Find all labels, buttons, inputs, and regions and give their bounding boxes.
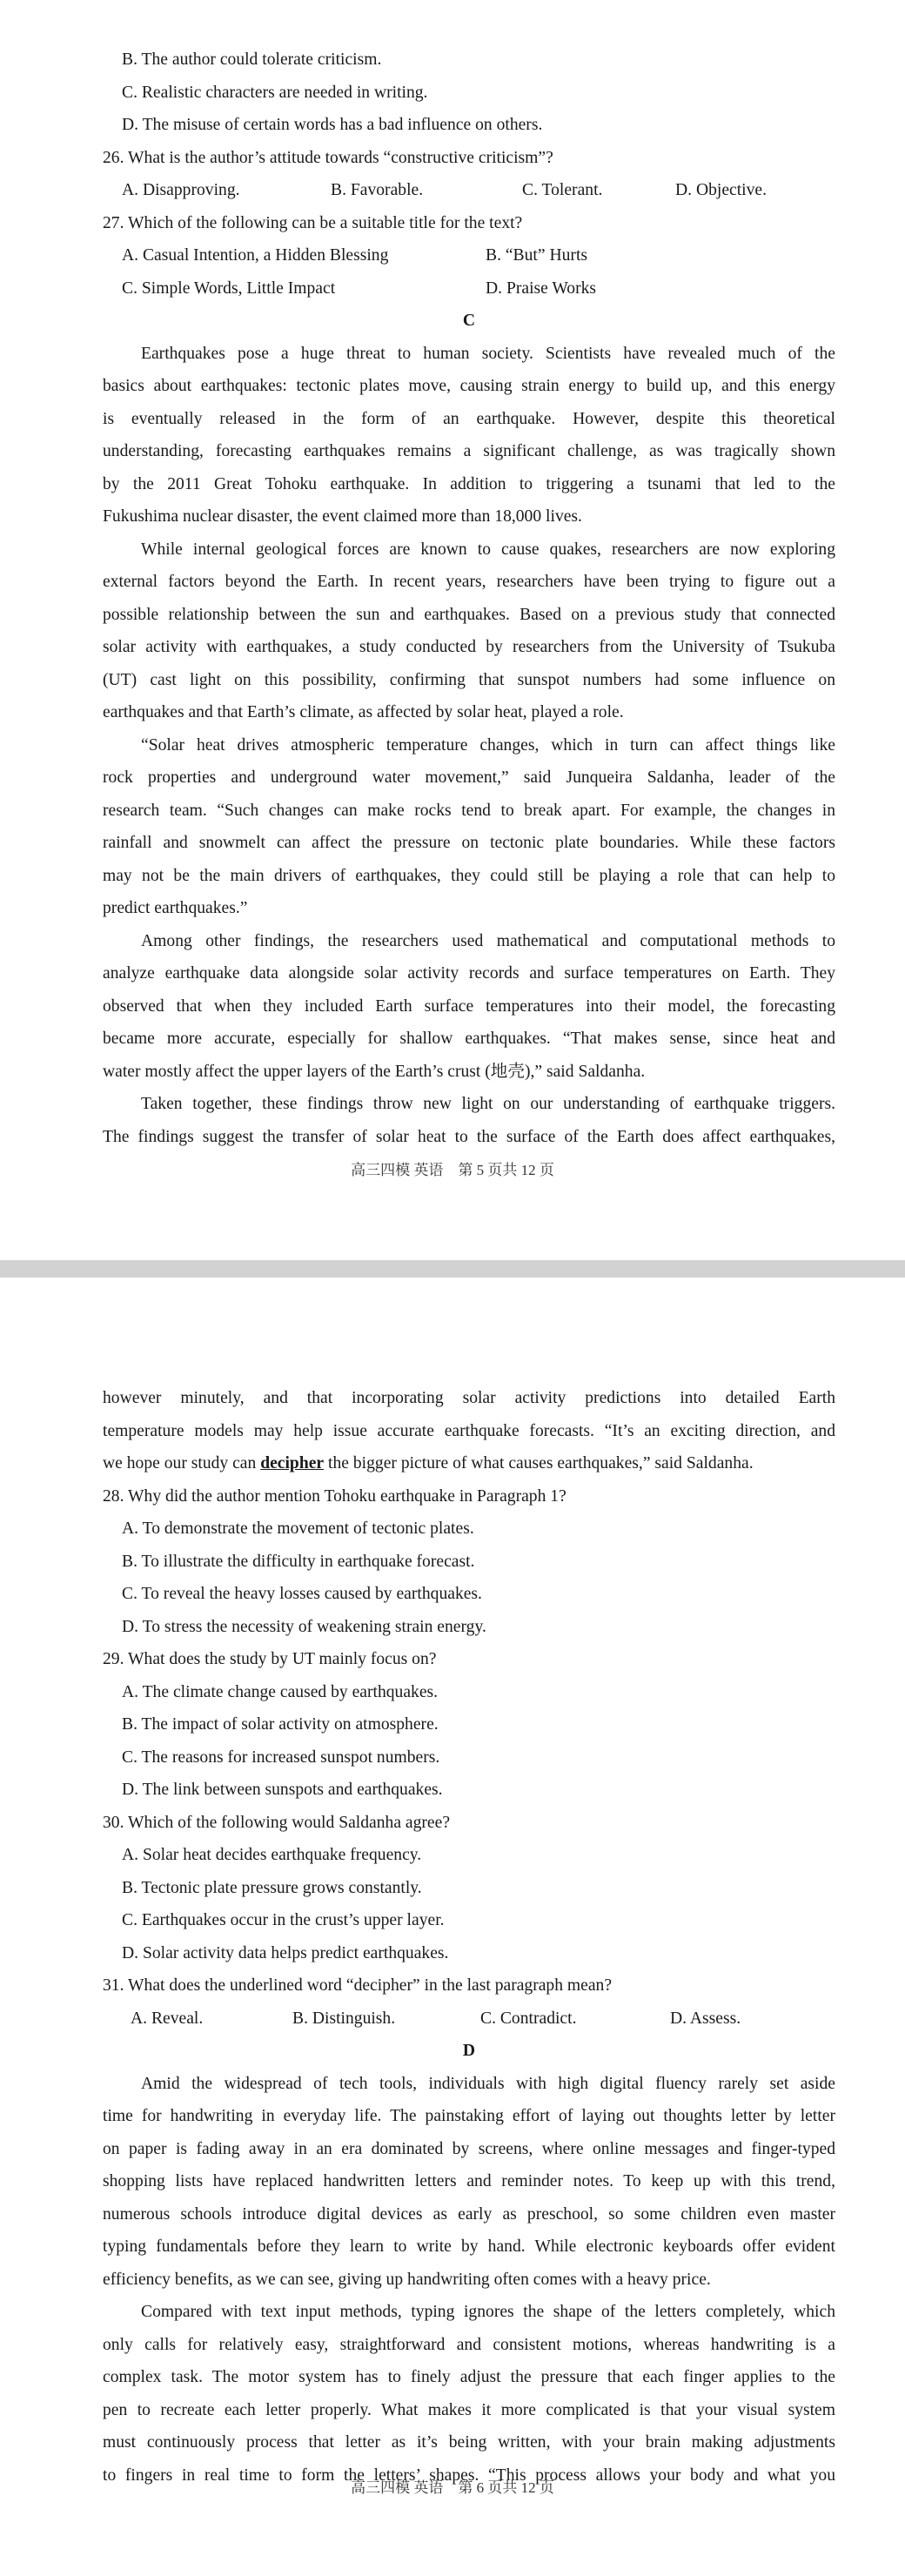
passage-line: “Solar heat drives atmospheric temperature changes, which in turn can affect things like (141, 735, 835, 755)
passage-line: possible relationship between the sun and earthquakes. Based on a previous study that connected (103, 605, 835, 624)
passage-line: rainfall and snowmelt can affect the pressure on tectonic plate boundaries. While these factors (103, 834, 835, 852)
question-27-options-row-2 (103, 272, 835, 305)
passage-line: analyze earthquake data alongside solar activity records and surface temperatures on Earth. They (103, 964, 835, 983)
passage-line: research team. “Such changes can make rocks tend to break apart. For example, the changes in (103, 801, 835, 820)
option-a: A. Casual Intention, a Hidden Blessing (122, 246, 389, 265)
passage-line: time for handwriting in everyday life. The painstaking effort of laying out thoughts letter by letter (103, 2107, 835, 2125)
passage-line: must continuously process that letter as it’s being written, with your brain making adjustments (103, 2433, 835, 2452)
question-26: 26. What is the author’s attitude towards “constructive criticism”? (103, 148, 553, 167)
passage-line: may not be the main drivers of earthquakes, they could still be playing a role that can help to (103, 866, 835, 885)
question-27-options-row-1 (103, 239, 835, 272)
passage-line (103, 1447, 835, 1480)
page-6-content (103, 1382, 835, 2492)
passage-line: (UT) cast light on this possibility, confirming that sunspot numbers had some influence on (103, 670, 835, 689)
passage-line: only calls for relatively easy, straightforward and consistent motions, whereas handwriting is a (103, 2335, 835, 2354)
option-a: A. Reveal. (131, 2009, 204, 2028)
text-segment: the bigger picture of what causes earthquakes,” said Saldanha. (324, 1454, 754, 1472)
question-31: 31. What does the underlined word “decipher” in the last paragraph mean? (103, 1976, 613, 1995)
option-b: B. Favorable. (331, 181, 424, 199)
passage-line: Earthquakes pose a huge threat to human society. Scientists have revealed much of the (141, 344, 835, 363)
option-b: B. To illustrate the difficulty in earthquake forecast. (122, 1552, 475, 1571)
option-line: B. The author could tolerate criticism. (122, 50, 382, 69)
section-heading-c: C (462, 312, 476, 330)
question-30: 30. Which of the following would Saldanha agree? (103, 1813, 451, 1832)
option-d: D. Objective. (675, 181, 768, 199)
option-d: D. To stress the necessity of weakening strain energy. (122, 1617, 486, 1636)
passage-line: earthquakes and that Earth’s climate, as affected by solar heat, played a role. (103, 703, 624, 721)
exam-page-6 (0, 1278, 905, 2576)
page-divider (0, 1260, 905, 1278)
option-b: B. “But” Hurts (486, 246, 588, 265)
question-28: 28. Why did the author mention Tohoku earthquake in Paragraph 1? (103, 1486, 566, 1506)
passage-line: external factors beyond the Earth. In recent years, researchers have been trying to figure out a (103, 573, 835, 591)
passage-line: Among other findings, the researchers used mathematical and computational methods to (141, 931, 835, 950)
passage-line: however minutely, and that incorporating solar activity predictions into detailed Earth (103, 1389, 835, 1407)
passage-line: Taken together, these findings throw new light on our understanding of earthquake triggers. (141, 1095, 835, 1113)
passage-line: complex task. The motor system has to finely adjust the pressure that each finger applies to the (103, 2368, 835, 2386)
passage-line: predict earthquakes.” (103, 899, 248, 917)
section-heading-d: D (462, 2042, 476, 2060)
passage-line: solar activity with earthquakes, a study conducted by researchers from the University of Tsukuba (103, 638, 835, 656)
passage-line: became more accurate, especially for shallow earthquakes. “That makes sense, since heat and (103, 1030, 835, 1048)
passage-c-continued (103, 1382, 835, 1447)
option-c: C. To reveal the heavy losses caused by earthquakes. (122, 1585, 482, 1603)
page-footer: 高三四模 英语 第 5 页共 12 页 (351, 1162, 554, 1178)
question-29: 29. What does the study by UT mainly focus on? (103, 1650, 437, 1668)
passage-line: to fingers in real time to form the letters’ shapes. “This process allows your body and what you (103, 2465, 835, 2485)
option-line: D. The misuse of certain words has a bad influence on others. (122, 116, 543, 134)
passage-line: Fukushima nuclear disaster, the event claimed more than 18,000 lives. (103, 507, 582, 526)
question-27: 27. Which of the following can be a suitable title for the text? (103, 213, 523, 232)
exam-page-5 (0, 0, 905, 1260)
option-d: D. Solar activity data helps predict earthquakes. (122, 1943, 449, 1962)
passage-line: observed that when they included Earth surface temperatures into their model, the forecasting (103, 996, 835, 1016)
question-26-options (103, 174, 835, 207)
option-d: D. Praise Works (486, 278, 597, 298)
question-31-options (103, 2002, 835, 2036)
passage-line: typing fundamentals before they learn to write by hand. While electronic keyboards offer evident (103, 2237, 835, 2256)
option-c: C. Earthquakes occur in the crust’s upper layer. (122, 1911, 445, 1929)
passage-line: water mostly affect the upper layers of the Earth’s crust (地壳),” said Saldanha. (103, 1062, 646, 1081)
page-footer: 高三四模 英语 第 6 页共 12 页 (351, 2479, 554, 2496)
option-b: B. The impact of solar activity on atmosphere. (122, 1715, 439, 1734)
option-c: C. Tolerant. (522, 181, 603, 199)
passage-line: understanding, forecasting earthquakes remains a significant challenge, as was tragically shown (103, 442, 835, 460)
option-b: B. Tectonic plate pressure grows constantly. (122, 1878, 422, 1897)
passage-line: numerous schools introduce digital devices as early as preschool, so some children even master (103, 2204, 835, 2224)
option-line: C. Realistic characters are needed in writing. (122, 83, 428, 102)
page-5-content (103, 44, 835, 1153)
option-a: A. Disapproving. (122, 181, 240, 199)
underlined-word-decipher: decipher (260, 1454, 325, 1472)
passage-line: by the 2011 Great Tohoku earthquake. In addition to triggering a tsunami that led to the (103, 474, 835, 493)
option-c: C. The reasons for increased sunspot numbers. (122, 1748, 440, 1767)
text-segment: we hope our study can (103, 1454, 261, 1472)
passage-line: Amid the widespread of tech tools, individuals with high digital fluency rarely set aside (141, 2074, 835, 2093)
option-a: A. The climate change caused by earthquakes. (122, 1682, 439, 1701)
passage-line: shopping lists have replaced handwritten letters and reminder notes. To keep up with this trend, (103, 2172, 835, 2190)
option-a: A. To demonstrate the movement of tectonic plates. (122, 1519, 474, 1538)
option-b: B. Distinguish. (292, 2009, 396, 2028)
passage-line: pen to recreate each letter properly. What makes it more complicated is that your visual system (103, 2400, 835, 2419)
option-d: D. The link between sunspots and earthquakes. (122, 1781, 443, 1799)
passage-d (103, 2068, 835, 2492)
passage-line: on paper is fading away in an era dominated by screens, where online messages and finger-typed (103, 2139, 835, 2158)
option-c: C. Contradict. (480, 2009, 577, 2028)
option-d: D. Assess. (670, 2009, 741, 2028)
passage-line: While internal geological forces are known to cause quakes, researchers are now exploring (141, 540, 835, 559)
passage-line: is eventually released in the form of an earthquake. However, despite this theoretical (103, 409, 835, 428)
passage-c (103, 338, 835, 1154)
passage-line: The findings suggest the transfer of solar heat to the surface of the Earth does affect earthquakes, (103, 1127, 835, 1146)
option-a: A. Solar heat decides earthquake frequency. (122, 1846, 422, 1864)
option-c: C. Simple Words, Little Impact (122, 278, 336, 298)
passage-line: Compared with text input methods, typing ignores the shape of the letters completely, which (141, 2303, 835, 2321)
passage-line: efficiency benefits, as we can see, giving up handwriting often comes with a heavy price. (103, 2270, 711, 2289)
passage-line: temperature models may help issue accurate earthquake forecasts. “It’s an exciting direction, and (103, 1421, 835, 1440)
passage-line: basics about earthquakes: tectonic plates move, causing strain energy to build up, and this energy (103, 377, 835, 395)
passage-line: rock properties and underground water movement,” said Junqueira Saldanha, leader of the (103, 768, 835, 787)
